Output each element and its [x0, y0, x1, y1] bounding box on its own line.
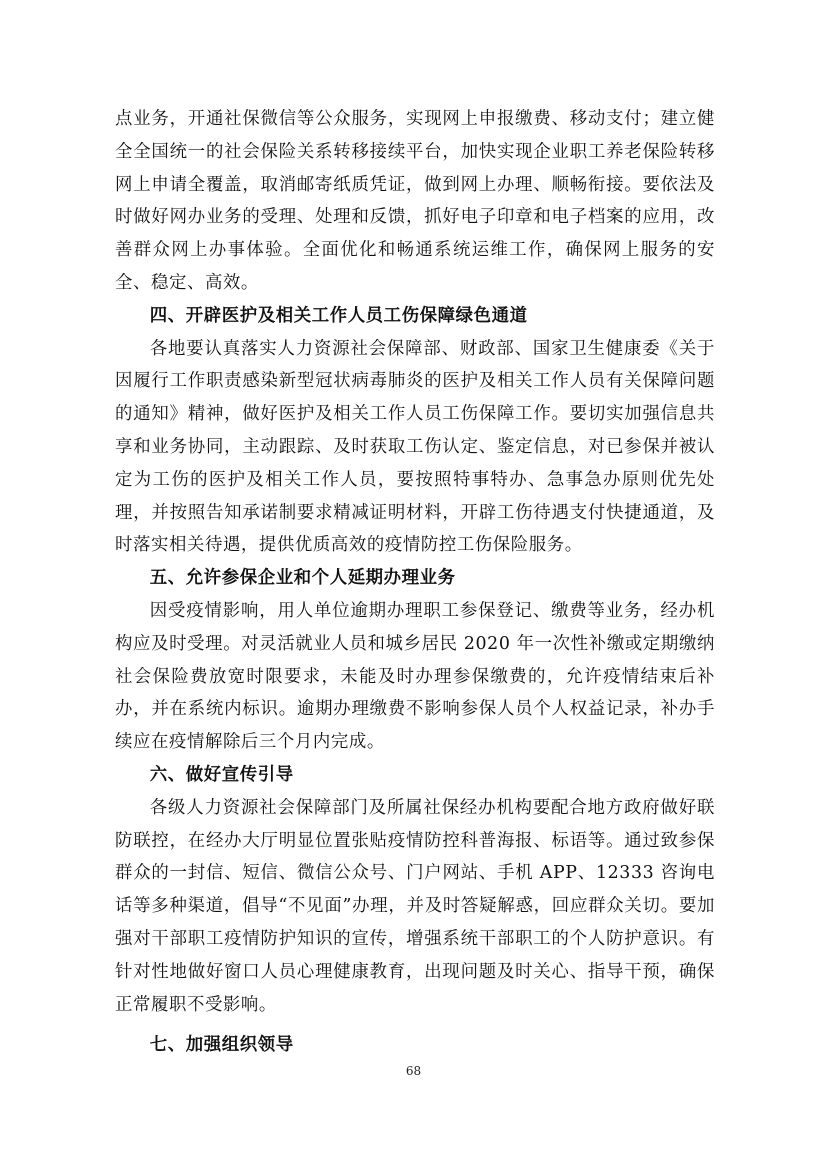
section-body-4: 各地要认真落实人力资源社会保障部、财政部、国家卫生健康委《关于因履行工作职责感染新型冠状病毒肺炎的医护及相关工作人员有关保障问题的通知》精神，做好医护及相关工作人员工伤保障工作。要切实加强信息共享和业务协同，主动跟踪、及时获取工伤认定、鉴定信息，对已参保并被认定为工伤的医护及相关工作人员，要按照特事特办、急事急办原则优先处理，并按照告知承诺制要求精减证明材料，开辟工伤待遇支付快捷通道，及时落实相关待遇，提供优质高效的疫情防控工伤保险服务。 — [115, 338, 715, 556]
section-heading-6: 六、做好宣传引导 — [149, 764, 294, 785]
section-heading-7: 七、加强组织领导 — [149, 1035, 294, 1056]
page-body — [115, 103, 715, 1062]
section-body-5: 因受疫情影响，用人单位逾期办理职工参保登记、缴费等业务，经办机构应及时受理。对灵活就业人员和城乡居民 2020 年一次性补缴或定期缴纳社会保险费放宽时限要求，未能及时办理参保缴费的，允许疫情结束后补办，并在系统内标识。逾期办理缴费不影响参保人员个人权益记录，补办手续应在疫情解除后三个月内完成。 — [115, 600, 715, 753]
section-heading-4: 四、开辟医护及相关工作人员工伤保障绿色通道 — [149, 305, 528, 326]
page-number: 68 — [405, 1064, 422, 1078]
section-heading-5: 五、允许参保企业和个人延期办理业务 — [149, 568, 456, 589]
section-body-6: 各级人力资源社会保障部门及所属社保经办机构要配合地方政府做好联防联控，在经办大厅明显位置张贴疫情防控科普海报、标语等。通过致参保群众的一封信、短信、微信公众号、门户网站、手机 APP、12333 咨询电话等多种渠道，倡导“不见面”办理，并及时答疑解惑，回应群众关切。要加强对干部职工疫情防护知识的宣传，增强系统干部职工的个人防护意识。有针对性地做好窗口人员心理健康教育，出现问题及时关心、指导干预，确保正常履职不受影响。 — [115, 797, 715, 1015]
continued-paragraph: 点业务，开通社保微信等公众服务，实现网上申报缴费、移动支付；建立健全全国统一的社会保险关系转移接续平台，加快实现企业职工养老保险转移网上申请全覆盖，取消邮寄纸质凭证，做到网上办理、顺畅衔接。要依法及时做好网办业务的受理、处理和反馈，抓好电子印章和电子档案的应用，改善群众网上办事体验。全面优化和畅通系统运维工作，确保网上服务的安全、稳定、高效。 — [115, 109, 715, 293]
